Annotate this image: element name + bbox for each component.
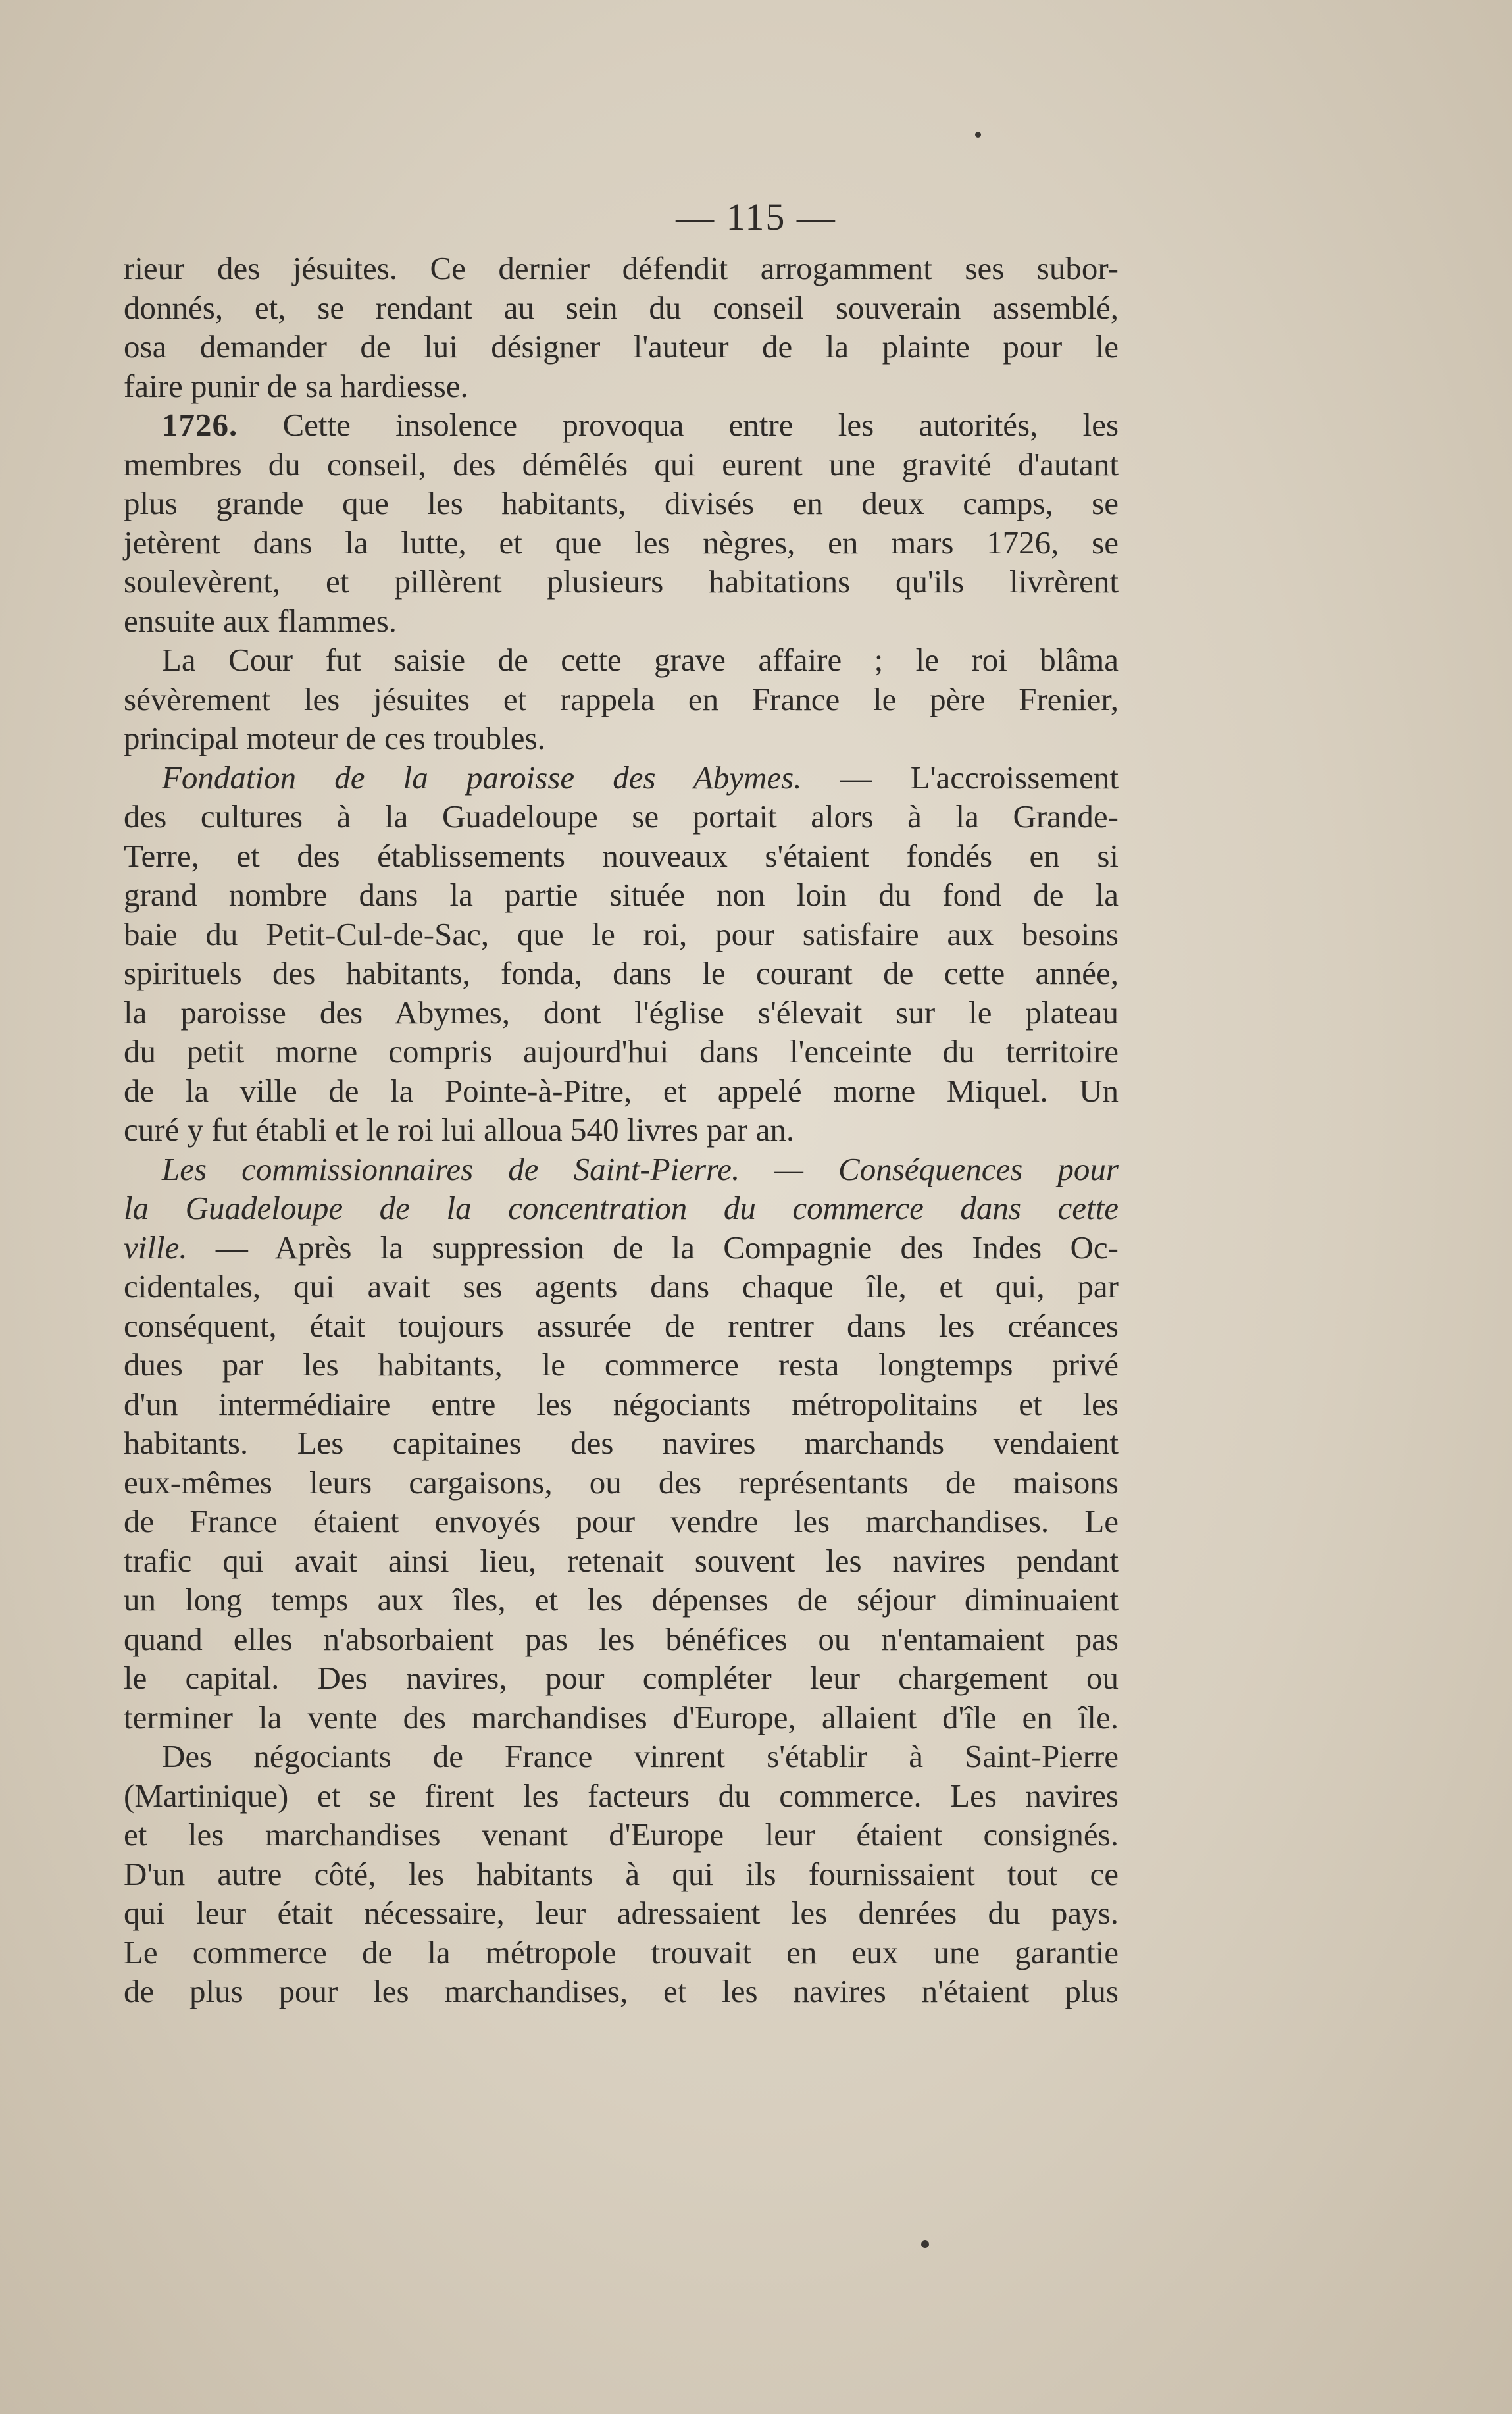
section-heading: Les commissionnaires de Saint-Pierre. — Conséquences pour xyxy=(162,1150,1119,1187)
text-line: principal moteur de ces troubles. xyxy=(124,720,545,756)
text-line: donnés, et, se rendant au sein du conseil souverain assemblé, xyxy=(124,289,1119,326)
text-line: conséquent, était toujours assurée de rentrer dans les créances xyxy=(124,1307,1119,1344)
section-heading: Fondation de la paroisse des Abymes. xyxy=(162,759,802,796)
paper-speck xyxy=(975,132,981,138)
text-line: Terre, et des établissements nouveaux s'étaient fondés en si xyxy=(124,837,1119,874)
text-line: jetèrent dans la lutte, et que les nègres, en mars 1726, se xyxy=(124,524,1119,561)
text-line: curé y fut établi et le roi lui alloua 540 livres par an. xyxy=(124,1112,795,1148)
text-line: Des négociants de France vinrent s'établir à Saint-Pierre xyxy=(162,1738,1119,1774)
text-line: membres du conseil, des démêlés qui eurent une gravité d'autant xyxy=(124,446,1119,482)
text-line: rieur des jésuites. Ce dernier défendit arrogamment ses subor- xyxy=(124,250,1119,286)
section-heading-end: ville. xyxy=(124,1229,188,1266)
text-line: qui leur était nécessaire, leur adressaient les denrées du pays. xyxy=(124,1895,1119,1931)
text-line: osa demander de lui désigner l'auteur de la plainte pour le xyxy=(124,328,1119,365)
text-line: Fondation de la paroisse des Abymes. — L'accroissement xyxy=(162,759,1119,796)
text-line: habitants. Les capitaines des navires marchands vendaient xyxy=(124,1425,1119,1461)
paper-speck xyxy=(921,2240,929,2248)
text-line: du petit morne compris aujourd'hui dans l'enceinte du territoire xyxy=(124,1033,1119,1069)
text-line: quand elles n'absorbaient pas les bénéfices ou n'entamaient pas xyxy=(124,1620,1119,1657)
year-heading: 1726. xyxy=(162,407,238,443)
text-line: (Martinique) et se firent les facteurs du commerce. Les navires xyxy=(124,1777,1119,1814)
body-text xyxy=(124,249,1119,2011)
text-line: ensuite aux flammes. xyxy=(124,602,397,639)
text-line: 1726. Cette insolence provoqua entre les autorités, les xyxy=(162,407,1119,443)
text-line: grand nombre dans la partie située non loin du fond de la xyxy=(124,877,1119,913)
text-line: dues par les habitants, le commerce resta longtemps privé xyxy=(124,1347,1119,1383)
page-number: — 115 — xyxy=(676,195,836,238)
text-line: trafic qui avait ainsi lieu, retenait souvent les navires pendant xyxy=(124,1542,1119,1579)
text-line: ville. — Après la suppression de la Compagnie des Indes Oc- xyxy=(124,1229,1119,1266)
text-line: D'un autre côté, les habitants à qui ils fournissaient tout ce xyxy=(124,1855,1119,1892)
text-line: de plus pour les marchandises, et les navires n'étaient plus xyxy=(124,1973,1119,2009)
text-line: Le commerce de la métropole trouvait en eux une garantie xyxy=(124,1934,1119,1970)
text-line: eux-mêmes leurs cargaisons, ou des représentants de maisons xyxy=(124,1464,1119,1501)
text-line: des cultures à la Guadeloupe se portait alors à la Grande- xyxy=(124,798,1119,835)
text-line: d'un intermédiaire entre les négociants métropolitains et les xyxy=(124,1385,1119,1422)
text-line: de la ville de la Pointe-à-Pitre, et appelé morne Miquel. Un xyxy=(124,1072,1119,1109)
text-line: le capital. Des navires, pour compléter leur chargement ou xyxy=(124,1660,1119,1696)
text-line xyxy=(124,1189,1119,1228)
text-line: sévèrement les jésuites et rappela en France le père Frenier, xyxy=(124,681,1119,717)
text-line: terminer la vente des marchandises d'Europe, allaient d'île en île. xyxy=(124,1699,1119,1735)
text-line: plus grande que les habitants, divisés en deux camps, se xyxy=(124,485,1119,521)
text-line: de France étaient envoyés pour vendre les marchandises. Le xyxy=(124,1503,1119,1539)
text-line xyxy=(124,1150,1119,1189)
text-line: spirituels des habitants, fonda, dans le courant de cette année, xyxy=(124,955,1119,991)
text-line: faire punir de sa hardiesse. xyxy=(124,367,468,404)
text-line: un long temps aux îles, et les dépenses de séjour diminuaient xyxy=(124,1581,1119,1618)
text-line: baie du Petit-Cul-de-Sac, que le roi, pour satisfaire aux besoins xyxy=(124,915,1119,952)
text-line: la paroisse des Abymes, dont l'église s'élevait sur le plateau xyxy=(124,994,1119,1031)
text-line: La Cour fut saisie de cette grave affaire ; le roi blâma xyxy=(162,642,1119,678)
text-line: cidentales, qui avait ses agents dans chaque île, et qui, par xyxy=(124,1268,1119,1304)
text-line: soulevèrent, et pillèrent plusieurs habitations qu'ils livrèrent xyxy=(124,563,1119,600)
section-heading-cont: la Guadeloupe de la concentration du commerce dans cette xyxy=(124,1190,1119,1226)
text-line: et les marchandises venant d'Europe leur étaient consignés. xyxy=(124,1816,1119,1853)
